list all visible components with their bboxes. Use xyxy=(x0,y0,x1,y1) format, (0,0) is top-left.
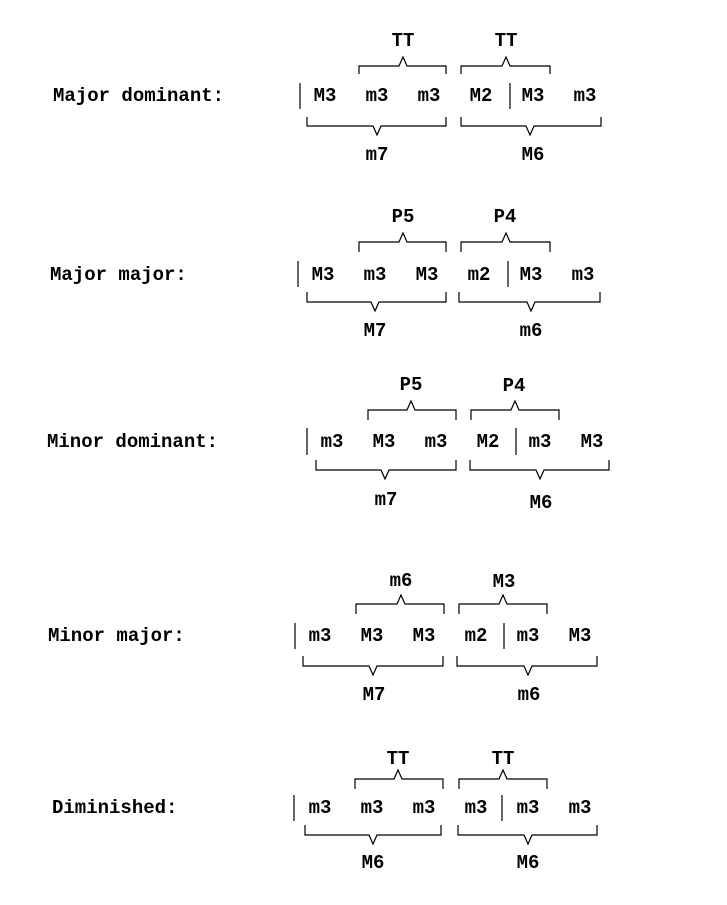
bottom-interval-label: M6 xyxy=(529,492,553,514)
top-brace xyxy=(471,401,559,420)
interval-note: M3 xyxy=(568,625,592,647)
interval-note: M3 xyxy=(580,431,604,453)
bottom-interval-label: M7 xyxy=(362,684,386,706)
bottom-brace xyxy=(470,460,609,479)
bottom-interval-label: M6 xyxy=(516,852,540,874)
interval-note: m2 xyxy=(467,264,491,286)
interval-note: m3 xyxy=(573,85,597,107)
top-brace xyxy=(355,770,443,789)
top-interval-label: P4 xyxy=(502,375,526,397)
row-label: Minor major: xyxy=(48,625,185,647)
top-interval-label: TT xyxy=(494,30,518,52)
interval-note: m3 xyxy=(308,625,332,647)
interval-note: m3 xyxy=(516,797,540,819)
interval-note: m3 xyxy=(464,797,488,819)
interval-note: M2 xyxy=(469,85,493,107)
interval-note: M2 xyxy=(476,431,500,453)
top-brace xyxy=(459,770,547,789)
interval-note: M3 xyxy=(311,264,335,286)
bottom-brace xyxy=(458,825,597,844)
top-brace xyxy=(356,595,444,614)
bottom-interval-label: m6 xyxy=(519,320,543,342)
top-interval-label: TT xyxy=(491,748,515,770)
bottom-interval-label: m7 xyxy=(374,489,398,511)
top-brace xyxy=(359,233,446,252)
top-brace xyxy=(459,595,547,614)
interval-note: m3 xyxy=(320,431,344,453)
top-interval-label: m6 xyxy=(389,570,413,592)
interval-note: m3 xyxy=(571,264,595,286)
interval-note: m3 xyxy=(308,797,332,819)
interval-note: m3 xyxy=(528,431,552,453)
interval-note: M3 xyxy=(372,431,396,453)
interval-note: M3 xyxy=(412,625,436,647)
interval-note: M3 xyxy=(415,264,439,286)
bottom-interval-label: m7 xyxy=(365,144,389,166)
interval-note: m2 xyxy=(464,625,488,647)
row-label: Minor dominant: xyxy=(47,431,219,453)
top-interval-label: M3 xyxy=(492,571,516,593)
bottom-brace xyxy=(316,460,456,479)
bottom-brace xyxy=(307,292,446,311)
top-interval-label: P5 xyxy=(399,374,423,396)
bottom-brace xyxy=(305,825,441,844)
top-interval-label: P5 xyxy=(391,206,415,228)
bottom-brace xyxy=(461,117,601,135)
interval-note: M3 xyxy=(313,85,337,107)
interval-note: m3 xyxy=(365,85,389,107)
top-brace xyxy=(368,401,456,420)
bottom-brace xyxy=(457,656,597,675)
interval-note: m3 xyxy=(417,85,441,107)
bottom-interval-label: M6 xyxy=(521,144,545,166)
row-label: Diminished: xyxy=(52,797,178,819)
bottom-interval-label: m6 xyxy=(517,684,541,706)
bottom-brace xyxy=(307,117,446,135)
bottom-brace xyxy=(303,656,443,675)
top-interval-label: TT xyxy=(386,748,410,770)
top-interval-label: P4 xyxy=(493,206,517,228)
interval-note: m3 xyxy=(363,264,387,286)
bottom-interval-label: M6 xyxy=(361,852,385,874)
row-label: Major dominant: xyxy=(53,85,225,107)
top-brace xyxy=(359,57,446,74)
interval-note: M3 xyxy=(360,625,384,647)
interval-note: m3 xyxy=(568,797,592,819)
bottom-interval-label: M7 xyxy=(363,320,387,342)
interval-note: m3 xyxy=(412,797,436,819)
interval-note: m3 xyxy=(424,431,448,453)
top-brace xyxy=(461,233,550,252)
interval-note: M3 xyxy=(521,85,545,107)
top-brace xyxy=(461,57,550,74)
row-label: Major major: xyxy=(50,264,187,286)
top-interval-label: TT xyxy=(391,30,415,52)
interval-note: m3 xyxy=(516,625,540,647)
bottom-brace xyxy=(459,292,600,311)
interval-note: M3 xyxy=(519,264,543,286)
interval-note: m3 xyxy=(360,797,384,819)
